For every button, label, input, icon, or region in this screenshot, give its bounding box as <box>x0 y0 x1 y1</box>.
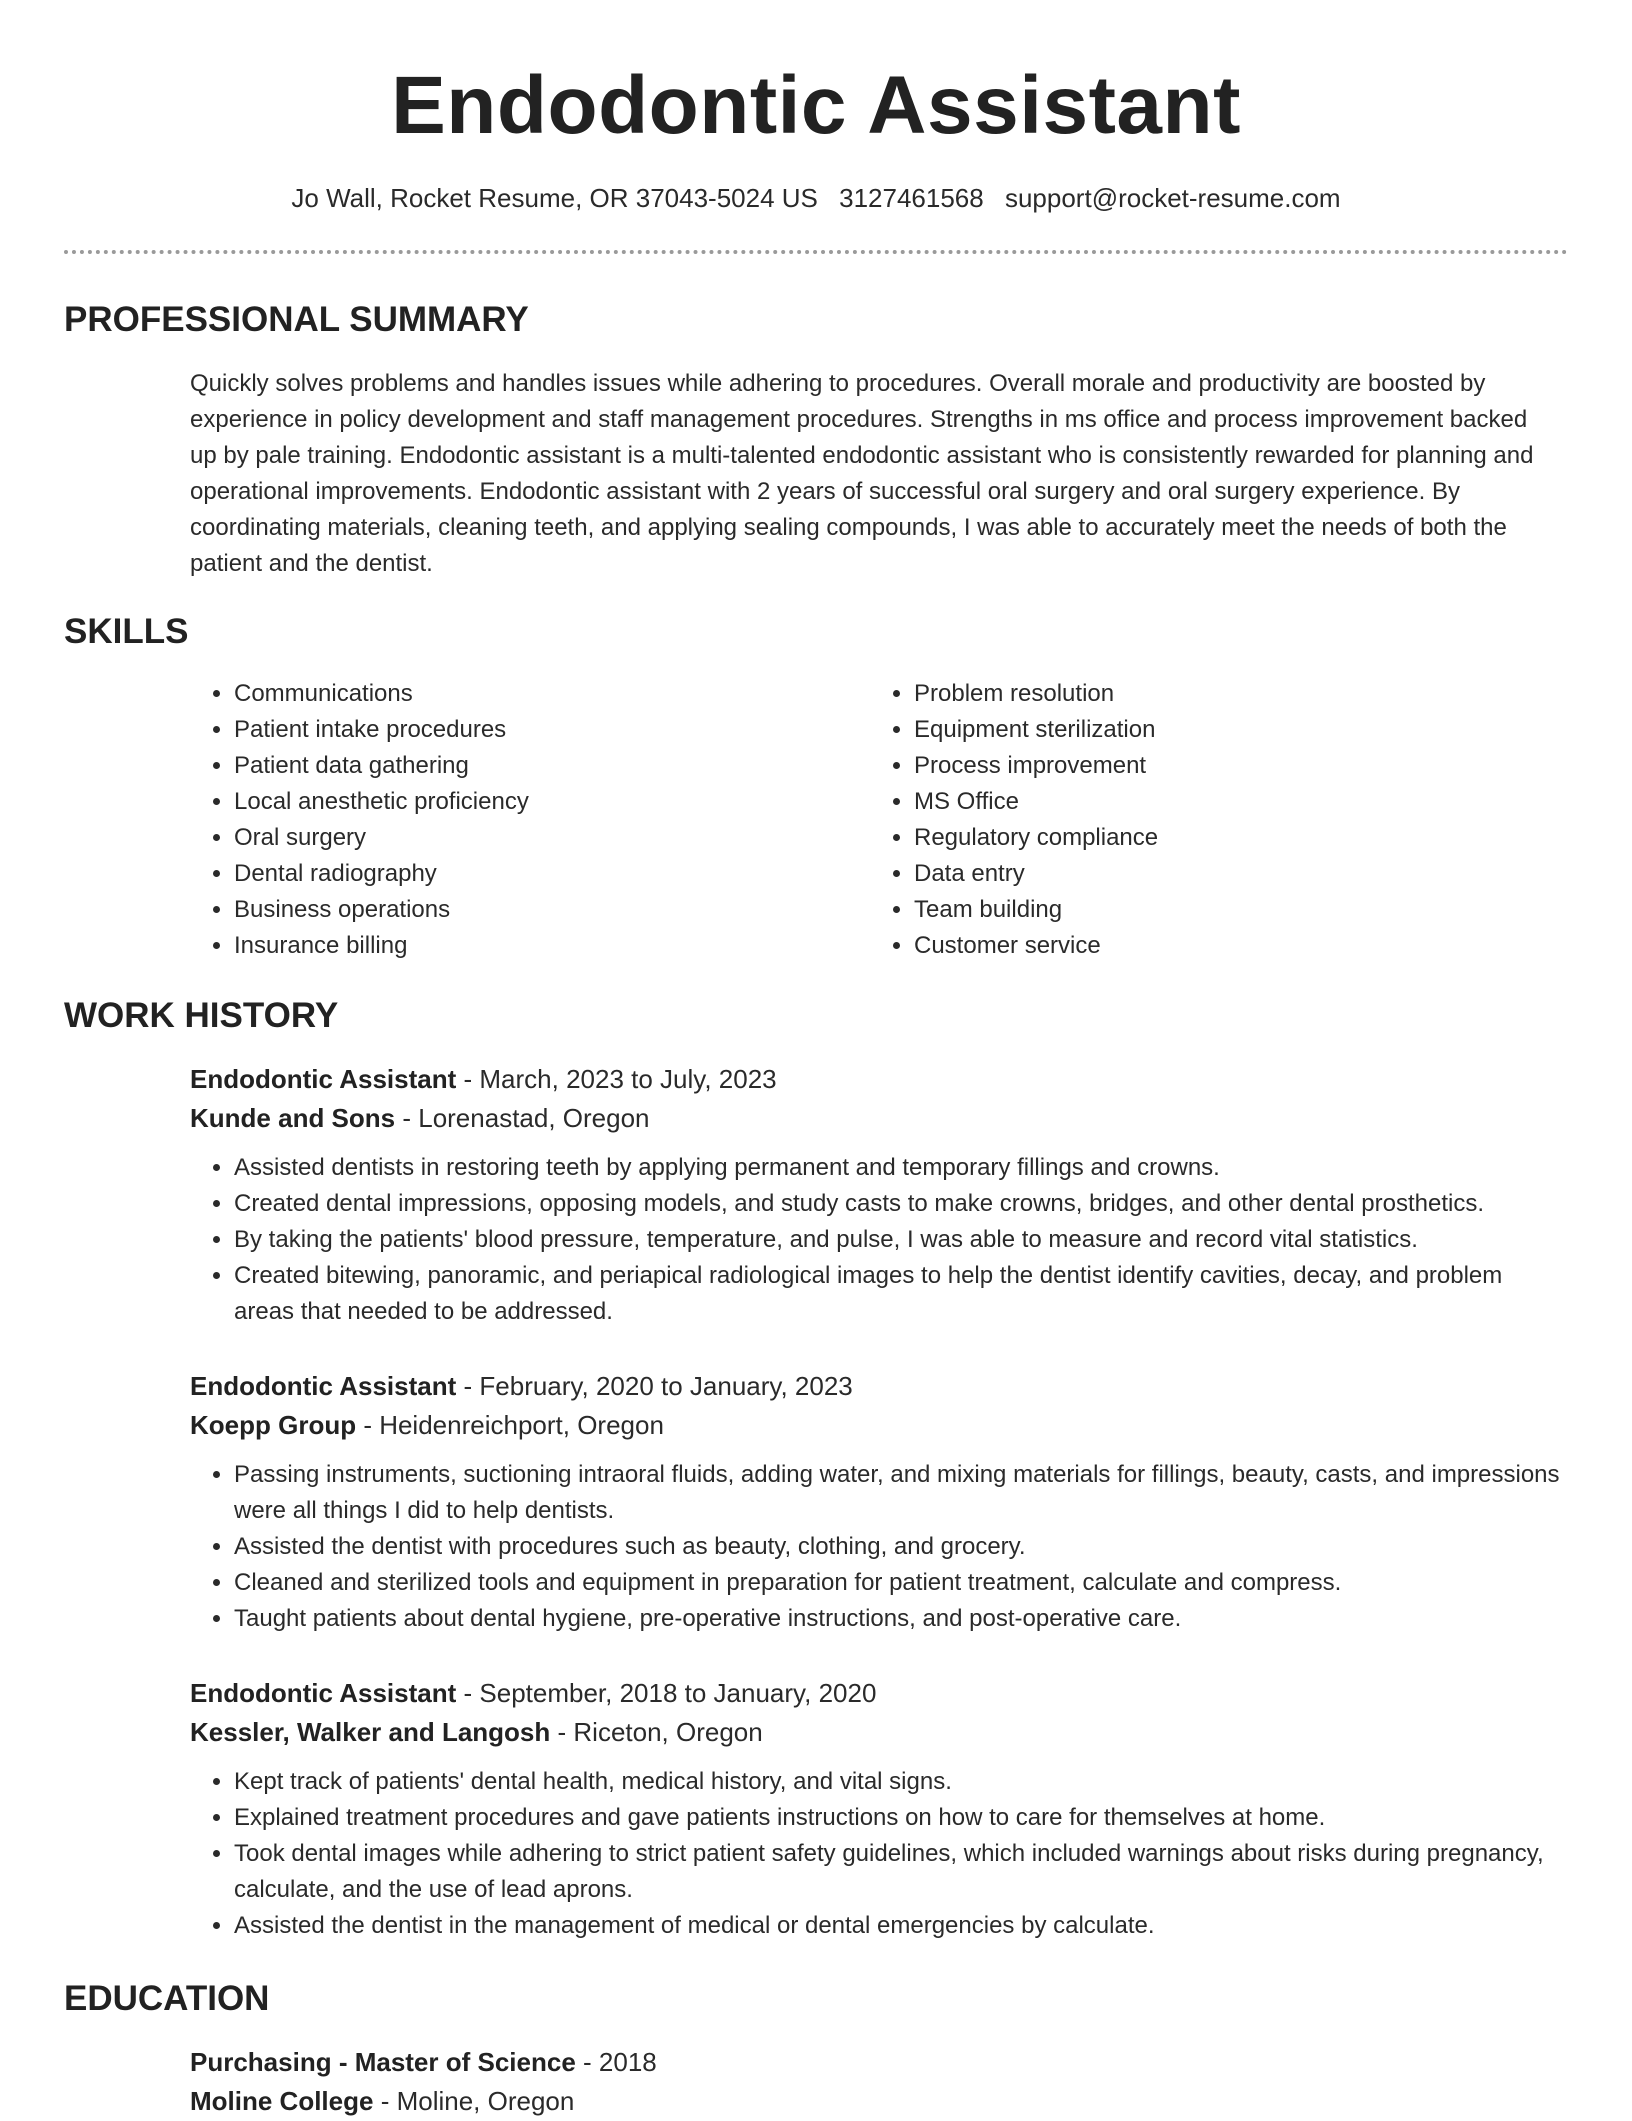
resume-title: Endodontic Assistant <box>391 60 1241 151</box>
skill-item: • Insurance billing <box>234 928 870 964</box>
skill-item: • Team building <box>914 892 1550 928</box>
skills-list <box>190 676 1550 964</box>
job-bullet: • By taking the patients' blood pressure, temperature, and pulse, I was able to measure and record vital statistics. <box>234 1222 1560 1258</box>
job-dates: - February, 2020 to January, 2023 <box>456 1371 853 1401</box>
skill-item: • Regulatory compliance <box>914 820 1550 856</box>
contact-address: Jo Wall, Rocket Resume, OR 37043-5024 US <box>291 183 818 213</box>
job-bullet: • Cleaned and sterilized tools and equipment in preparation for patient treatment, calculate and compress. <box>234 1565 1560 1601</box>
job-bullet: • Assisted the dentist with procedures such as beauty, clothing, and grocery. <box>234 1529 1560 1565</box>
job-bullet: • Assisted the dentist in the management of medical or dental emergencies by calculate. <box>234 1908 1560 1944</box>
skill-item: • Oral surgery <box>234 820 870 856</box>
education-degree: Purchasing - Master of Science <box>190 2047 576 2077</box>
contact-line <box>0 182 1632 214</box>
skill-item: • Patient data gathering <box>234 748 870 784</box>
job-dates: - March, 2023 to July, 2023 <box>456 1064 777 1094</box>
skill-item: • Local anesthetic proficiency <box>234 784 870 820</box>
skill-item: • Equipment sterilization <box>914 712 1550 748</box>
job-bullets <box>190 1150 1560 1330</box>
education-school-line <box>190 2082 1560 2121</box>
job-bullet: • Kept track of patients' dental health, medical history, and vital signs. <box>234 1764 1560 1800</box>
job-bullet: • Assisted dentists in restoring teeth by applying permanent and temporary fillings and crowns. <box>234 1150 1560 1186</box>
job-entry <box>190 1674 1560 1944</box>
education-year: - 2018 <box>575 2047 657 2077</box>
job-bullet: • Took dental images while adhering to strict patient safety guidelines, which included warnings about risks during pregnancy, calculate, and the use of lead aprons. <box>234 1836 1560 1908</box>
skill-item: • Problem resolution <box>914 676 1550 712</box>
job-title: Endodontic Assistant <box>190 1371 457 1401</box>
job-bullet: • Explained treatment procedures and gave patients instructions on how to care for themselves at home. <box>234 1800 1560 1836</box>
contact-email: support@rocket-resume.com <box>1004 183 1341 213</box>
contact-phone: 3127461568 <box>839 183 984 213</box>
skills-column-left <box>190 676 870 964</box>
job-bullet: • Created dental impressions, opposing models, and study casts to make crowns, bridges, and other dental prosthetics. <box>234 1186 1560 1222</box>
header-divider <box>64 250 1568 254</box>
skill-item: • MS Office <box>914 784 1550 820</box>
job-bullet: • Taught patients about dental hygiene, pre-operative instructions, and post-operative care. <box>234 1601 1560 1637</box>
education-location: - Moline, Oregon <box>373 2086 575 2116</box>
work-history-heading: WORK HISTORY <box>64 996 339 1035</box>
skill-item: • Business operations <box>234 892 870 928</box>
job-company: Koepp Group <box>190 1410 357 1440</box>
education-degree-line <box>190 2043 1560 2082</box>
education-entry <box>190 2043 1560 2121</box>
summary-text: Quickly solves problems and handles issues while adhering to procedures. Overall morale and productivity are boosted by experience in policy development and staff management procedures. Strengths in ms office and process improvement backed up by pale training. Endodontic assistant is a multi-talented endodontic assistant who is consistently rewarded for planning and operational improvements. Endodontic assistant with 2 years of successful oral surgery and oral surgery experience. By coordinating materials, cleaning teeth, and applying sealing compounds, I was able to accurately meet the needs of both the patient and the dentist. <box>190 370 1534 577</box>
job-company: Kunde and Sons <box>190 1103 396 1133</box>
skills-heading: SKILLS <box>64 612 189 651</box>
job-location: - Riceton, Oregon <box>550 1717 763 1747</box>
job-title-line <box>190 1674 1560 1713</box>
job-location: - Lorenastad, Oregon <box>395 1103 650 1133</box>
job-company-line <box>190 1099 1560 1138</box>
job-company-line <box>190 1406 1560 1445</box>
job-title-line <box>190 1060 1560 1099</box>
skill-item: • Dental radiography <box>234 856 870 892</box>
job-title: Endodontic Assistant <box>190 1064 457 1094</box>
job-company-line <box>190 1713 1560 1752</box>
education-heading: EDUCATION <box>64 1979 270 2018</box>
skill-item: • Customer service <box>914 928 1550 964</box>
job-bullets <box>190 1764 1560 1944</box>
job-bullet: • Created bitewing, panoramic, and periapical radiological images to help the dentist identify cavities, decay, and problem areas that needed to be addressed. <box>234 1258 1560 1330</box>
skills-column-right <box>870 676 1550 964</box>
skill-item: • Process improvement <box>914 748 1550 784</box>
skill-item: • Patient intake procedures <box>234 712 870 748</box>
job-title-line <box>190 1367 1560 1406</box>
summary-heading: PROFESSIONAL SUMMARY <box>64 300 529 339</box>
job-dates: - September, 2018 to January, 2020 <box>456 1678 877 1708</box>
job-location: - Heidenreichport, Oregon <box>356 1410 664 1440</box>
skill-item: • Data entry <box>914 856 1550 892</box>
job-bullets <box>190 1457 1560 1637</box>
job-entry <box>190 1367 1560 1637</box>
job-bullet: • Passing instruments, suctioning intraoral fluids, adding water, and mixing materials for fillings, beauty, casts, and impressions were all things I did to help dentists. <box>234 1457 1560 1529</box>
job-title: Endodontic Assistant <box>190 1678 457 1708</box>
job-entry <box>190 1060 1560 1330</box>
job-company: Kessler, Walker and Langosh <box>190 1717 551 1747</box>
skill-item: • Communications <box>234 676 870 712</box>
education-school: Moline College <box>190 2086 374 2116</box>
